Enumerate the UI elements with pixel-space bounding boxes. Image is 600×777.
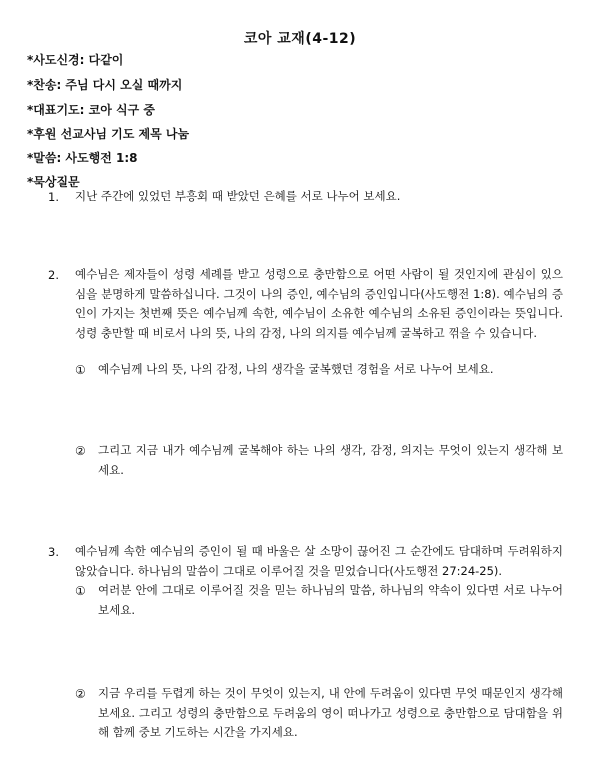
question-3-sub-2-text: 지금 우리를 두렵게 하는 것이 무엇이 있는지, 내 안에 두려움이 있다면 무엇 때문인지 생각해 보세요. 그리고 성령의 충만함으로 두려움의 영이 떠나가고 성령으로 충만함으로 담대함을 위해 함께 중보 기도하는 시간을 가지세요. [98, 686, 563, 739]
document-title: 코아 교재(4-12) [243, 31, 357, 47]
question-2-number: 2. [48, 268, 59, 282]
question-3-text: 예수님께 속한 예수님의 증인이 될 때 바울은 살 소망이 끊어진 그 순간에도 담대하며 두려워하지 않았습니다. 하나님의 말씀이 그대로 이루어질 것을 믿었습니다(사도행전 27:24-25). [75, 544, 563, 578]
header-scripture: *말씀: 사도행전 1:8 [27, 151, 138, 165]
question-3-sub-2-marker: ② [75, 687, 86, 701]
question-3-sub-1-marker: ① [75, 584, 86, 598]
question-1-number: 1. [48, 190, 59, 204]
header-missionary-prayer: *후원 선교사님 기도 제목 나눔 [27, 127, 190, 141]
question-1-text: 지난 주간에 있었던 부흥회 때 받았던 은혜를 서로 나누어 보세요. [75, 189, 401, 203]
question-2-sub-2-marker: ② [75, 444, 86, 458]
question-2-text: 예수님은 제자들이 성령 세례를 받고 성령으로 충만함으로 어떤 사람이 될 것인지에 관심이 있으심을 분명하게 말씀하십니다. 그것이 나의 증인, 예수님의 증인입니다(사도행전 1:8). 예수님의 증인이 가지는 첫번째 뜻은 예수님께 속한, 예수님이 소유한 예수님의 소유된 증인이라는 뜻입니다. 성령 충만할 때 비로서 나의 뜻, 나의 감정, 나의 의지를 예수님께 굴복하고 꺾을 수 있습니다. [75, 267, 563, 340]
header-apostles-creed: *사도신경: 다같이 [27, 53, 124, 67]
header-hymn: *찬송: 주님 다시 오실 때까지 [27, 78, 183, 92]
question-2-sub-1-text: 예수님께 나의 뜻, 나의 감정, 나의 생각을 굴복했던 경험을 서로 나누어 보세요. [98, 362, 494, 376]
header-representative-prayer: *대표기도: 코아 식구 중 [27, 103, 155, 117]
question-3-number: 3. [48, 545, 59, 559]
question-3-sub-1-text: 여러분 안에 그대로 이루어질 것을 믿는 하나님의 말씀, 하나님의 약속이 있다면 서로 나누어 보세요. [98, 583, 563, 617]
question-2-sub-1-marker: ① [75, 363, 86, 377]
header-meditation-questions: *묵상질문 [27, 175, 80, 189]
question-2-sub-2-text: 그리고 지금 내가 예수님께 굴복해야 하는 나의 생각, 감정, 의지는 무엇이 있는지 생각해 보세요. [98, 443, 563, 477]
